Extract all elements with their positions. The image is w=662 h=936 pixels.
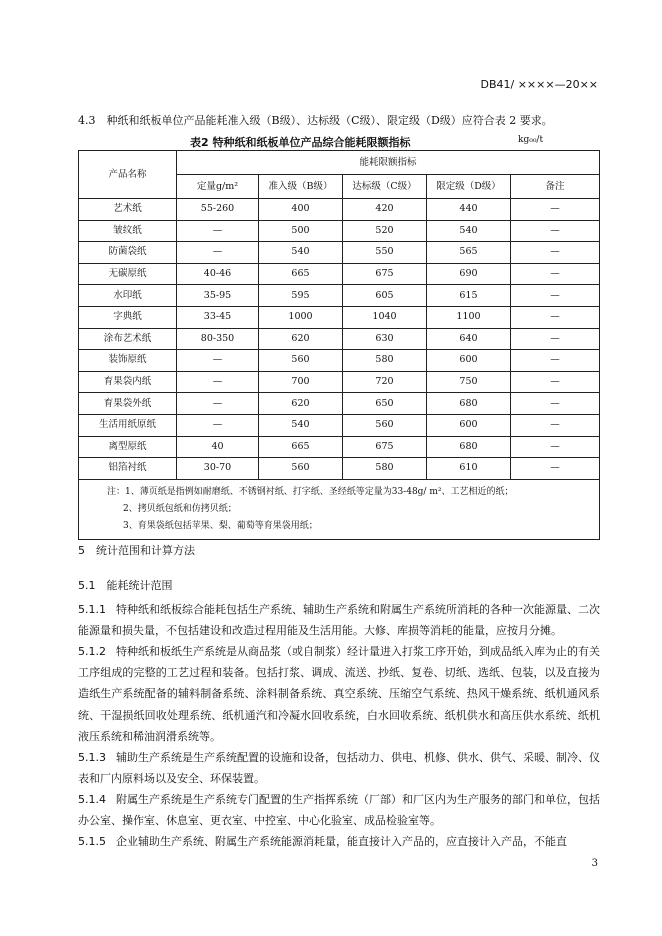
cell-grammage: — — [177, 414, 259, 436]
table-row — [79, 350, 600, 372]
cell-remarks: — — [511, 393, 600, 415]
table-row — [79, 285, 600, 307]
cell-grade-c: 520 — [343, 220, 427, 242]
cell-remarks: — — [511, 285, 600, 307]
cell-grade-b: 1000 — [259, 306, 343, 328]
cell-product: 皱纹纸 — [79, 220, 177, 242]
cell-remarks: — — [511, 458, 600, 480]
cell-grade-d: 680 — [427, 436, 511, 458]
cell-grammage: 55-260 — [177, 199, 259, 221]
cell-grade-d: 440 — [427, 199, 511, 221]
cell-remarks: — — [511, 306, 600, 328]
table-row — [79, 306, 600, 328]
cell-grade-d: 640 — [427, 328, 511, 350]
clause-number: 5.1.4 — [78, 793, 106, 806]
cell-grade-b: 595 — [259, 285, 343, 307]
cell-grade-c: 550 — [343, 242, 427, 264]
table-row — [79, 220, 600, 242]
intro-paragraph: 4.3 种纸和纸板单位产品能耗准入级（B级）、达标级（C级）、限定级（D级）应符合表 2 要求。 — [78, 114, 553, 127]
cell-grade-d: 565 — [427, 242, 511, 264]
cell-grade-b: 620 — [259, 393, 343, 415]
cell-grammage: 80-350 — [177, 328, 259, 350]
cell-grade-b: 620 — [259, 328, 343, 350]
cell-grade-b: 665 — [259, 436, 343, 458]
cell-grade-b: 560 — [259, 350, 343, 372]
clause-5-1-4 — [78, 789, 600, 831]
table-note: 注：1、薄页纸是指例如耐磨纸、不锈钢衬纸、打字纸、圣经纸等定量为33-48g/ m²、工艺相近的纸； — [107, 486, 514, 497]
cell-grade-d: 750 — [427, 371, 511, 393]
clause-5-1-3 — [78, 747, 600, 789]
cell-grade-c: 630 — [343, 328, 427, 350]
cell-remarks: — — [511, 436, 600, 458]
cell-product: 育果袋外纸 — [79, 393, 177, 415]
cell-grade-c: 605 — [343, 285, 427, 307]
cell-grade-c: 720 — [343, 371, 427, 393]
table-row — [79, 328, 600, 350]
cell-grammage: — — [177, 371, 259, 393]
section-5-heading: 5 统计范围和计算方法 — [78, 544, 195, 557]
document-code: DB41/ ××××—20×× — [480, 78, 598, 91]
cell-remarks: — — [511, 220, 600, 242]
cell-grade-c: 560 — [343, 414, 427, 436]
clause-5-1-1 — [78, 599, 600, 641]
header-product-name: 产品名称 — [79, 151, 177, 199]
cell-product: 艺术纸 — [79, 199, 177, 221]
clause-5-1-5 — [78, 831, 600, 852]
cell-grammage: — — [177, 220, 259, 242]
cell-grammage: — — [177, 242, 259, 264]
header-grammage: 定量g/m² — [177, 175, 259, 199]
header-remarks: 备注 — [511, 175, 600, 199]
cell-grammage: 35-95 — [177, 285, 259, 307]
table-caption-row — [78, 134, 598, 150]
cell-grade-b: 560 — [259, 458, 343, 480]
table-header-row — [79, 151, 600, 175]
cell-remarks: — — [511, 263, 600, 285]
table-row — [79, 436, 600, 458]
table-row — [79, 263, 600, 285]
cell-grade-c: 650 — [343, 393, 427, 415]
table-row — [79, 199, 600, 221]
cell-product: 字典纸 — [79, 306, 177, 328]
cell-grade-b: 500 — [259, 220, 343, 242]
cell-product: 离型原纸 — [79, 436, 177, 458]
cell-product: 铝箔衬纸 — [79, 458, 177, 480]
cell-grammage: 40 — [177, 436, 259, 458]
cell-remarks: — — [511, 350, 600, 372]
cell-remarks: — — [511, 414, 600, 436]
cell-grade-d: 690 — [427, 263, 511, 285]
table-notes-row — [79, 479, 600, 539]
header-energy-limit-group: 能耗限额指标 — [177, 151, 600, 175]
table-row — [79, 393, 600, 415]
clause-text: 特种纸和纸板综合能耗包括生产系统、辅助生产系统和附属生产系统所消耗的各种一次能源量、二次能源量和损失量，不包括建设和改造过程用能及生活用能。大修、库损等消耗的能量，应按月分摊。 — [78, 603, 600, 638]
clause-text: 辅助生产系统是生产系统配置的设施和设备，包括动力、供电、机修、供水、供气、采暖、制冷、仪表和厂内原料场以及安全、环保装置。 — [78, 751, 600, 786]
clause-5-1-2 — [78, 641, 600, 747]
cell-grade-b: 665 — [259, 263, 343, 285]
cell-remarks: — — [511, 242, 600, 264]
table-note: 3、育果袋纸包括苹果、梨、葡萄等育果袋用纸； — [123, 520, 318, 531]
header-grade-b: 准入级（B级） — [259, 175, 343, 199]
table-row — [79, 458, 600, 480]
cell-product: 装饰原纸 — [79, 350, 177, 372]
cell-product: 无碳原纸 — [79, 263, 177, 285]
cell-grammage: — — [177, 393, 259, 415]
cell-grade-c: 580 — [343, 350, 427, 372]
cell-grade-b: 540 — [259, 242, 343, 264]
table-row — [79, 242, 600, 264]
cell-remarks: — — [511, 199, 600, 221]
clause-number: 5.1.5 — [78, 835, 106, 848]
clause-text: 特种纸和板纸生产系统是从商品浆（或自制浆）经计量进入打浆工序开始，到成品纸入库为止的有关工序组成的完整的工艺过程和装备。包括打浆、调成、流送、抄纸、复卷、切纸、选纸、包装，以及直接为造纸生产系统配备的辅料制备系统、涂料制备系统、真空系统、压缩空气系统、热风干燥系统、纸机通风系统、干湿损纸回收处理系统、纸机通汽和冷凝水回收系统，白水回收系统、纸机供水和高压供水系统、纸机液压系统和稀油润滑系统等。 — [78, 645, 600, 743]
cell-remarks: — — [511, 371, 600, 393]
cell-grammage: — — [177, 350, 259, 372]
table-caption: 表2 特种纸和纸板单位产品综合能耗限额指标 — [190, 136, 411, 149]
cell-remarks: — — [511, 328, 600, 350]
table-row — [79, 371, 600, 393]
energy-limit-table — [78, 150, 600, 540]
cell-product: 育果袋内纸 — [79, 371, 177, 393]
cell-grammage: 30-70 — [177, 458, 259, 480]
cell-grammage: 40-46 — [177, 263, 259, 285]
table-unit: kg₀₀/t — [518, 135, 544, 145]
header-grade-c: 达标级（C级） — [343, 175, 427, 199]
cell-grade-d: 680 — [427, 393, 511, 415]
cell-grade-d: 615 — [427, 285, 511, 307]
cell-grade-c: 420 — [343, 199, 427, 221]
clause-text: 企业辅助生产系统、附属生产系统能源消耗量，能直接计入产品的，应直接计入产品，不能直 — [116, 835, 567, 848]
table-note: 2、拷贝纸包纸和仿拷贝纸； — [123, 503, 237, 514]
clause-number: 5.1.3 — [78, 751, 106, 764]
cell-grade-c: 675 — [343, 436, 427, 458]
page-number: 3 — [591, 858, 598, 869]
cell-product: 生活用纸原纸 — [79, 414, 177, 436]
cell-grade-d: 600 — [427, 350, 511, 372]
cell-grade-d: 1100 — [427, 306, 511, 328]
clause-number: 5.1.2 — [78, 645, 106, 658]
cell-grade-d: 540 — [427, 220, 511, 242]
cell-grade-c: 1040 — [343, 306, 427, 328]
table-notes — [79, 479, 600, 539]
clause-number: 5.1.1 — [78, 603, 106, 616]
table-row — [79, 414, 600, 436]
cell-grade-d: 600 — [427, 414, 511, 436]
cell-product: 涂布艺术纸 — [79, 328, 177, 350]
section-5-1-heading: 5.1 能耗统计范围 — [78, 579, 173, 592]
cell-grade-b: 700 — [259, 371, 343, 393]
clause-text: 附属生产系统是生产系统专门配置的生产指挥系统（厂部）和厂区内为生产服务的部门和单位，包括办公室、操作室、休息室、更衣室、中控室、中心化验室、成品检验室等。 — [78, 793, 600, 828]
cell-grammage: 33-45 — [177, 306, 259, 328]
cell-product: 防菌袋纸 — [79, 242, 177, 264]
cell-grade-b: 400 — [259, 199, 343, 221]
header-grade-d: 限定级（D级） — [427, 175, 511, 199]
cell-grade-d: 610 — [427, 458, 511, 480]
cell-grade-b: 540 — [259, 414, 343, 436]
cell-product: 水印纸 — [79, 285, 177, 307]
cell-grade-c: 675 — [343, 263, 427, 285]
cell-grade-c: 580 — [343, 458, 427, 480]
